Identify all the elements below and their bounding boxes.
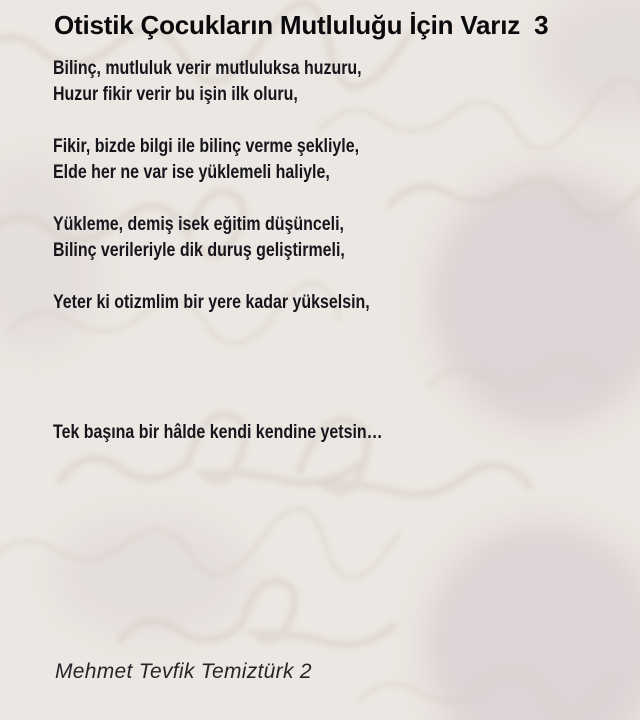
poem-line [53,368,523,394]
poem-line [53,342,523,368]
poem-line [53,186,523,212]
poem-line: Huzur fikir verir bu işin ilk oluru, [53,84,298,105]
poem-line: Fikir, bizde bilgi ile bilinç verme şekliyle, [53,136,360,157]
poem-line [53,264,523,290]
poem-line: Bilinç, mutluluk verir mutluluksa huzuru, [53,58,362,79]
poem-line: Yeter ki otizmlim bir yere kadar yükselsin, [53,292,370,313]
poem-title: Otistik Çocukların Mutluluğu İçin Varız 3 [54,10,549,40]
poem-line: Tek başına bir hâlde kendi kendine yetsin… [53,422,383,443]
poem-line: Yükleme, demiş isek eğitim düşünceli, [53,214,344,235]
poem-line [53,394,523,420]
poem-line [53,316,523,342]
poem-author: Mehmet Tevfik Temiztürk 2 [55,660,312,683]
poem-line: Elde her ne var ise yüklemeli haliyle, [53,162,330,183]
poem-line [53,108,523,134]
ink-stain [55,515,245,635]
ink-stain [425,523,640,720]
poem-line: Bilinç verileriyle dik duruş geliştirmeli, [53,240,345,261]
poem-body [53,56,613,446]
